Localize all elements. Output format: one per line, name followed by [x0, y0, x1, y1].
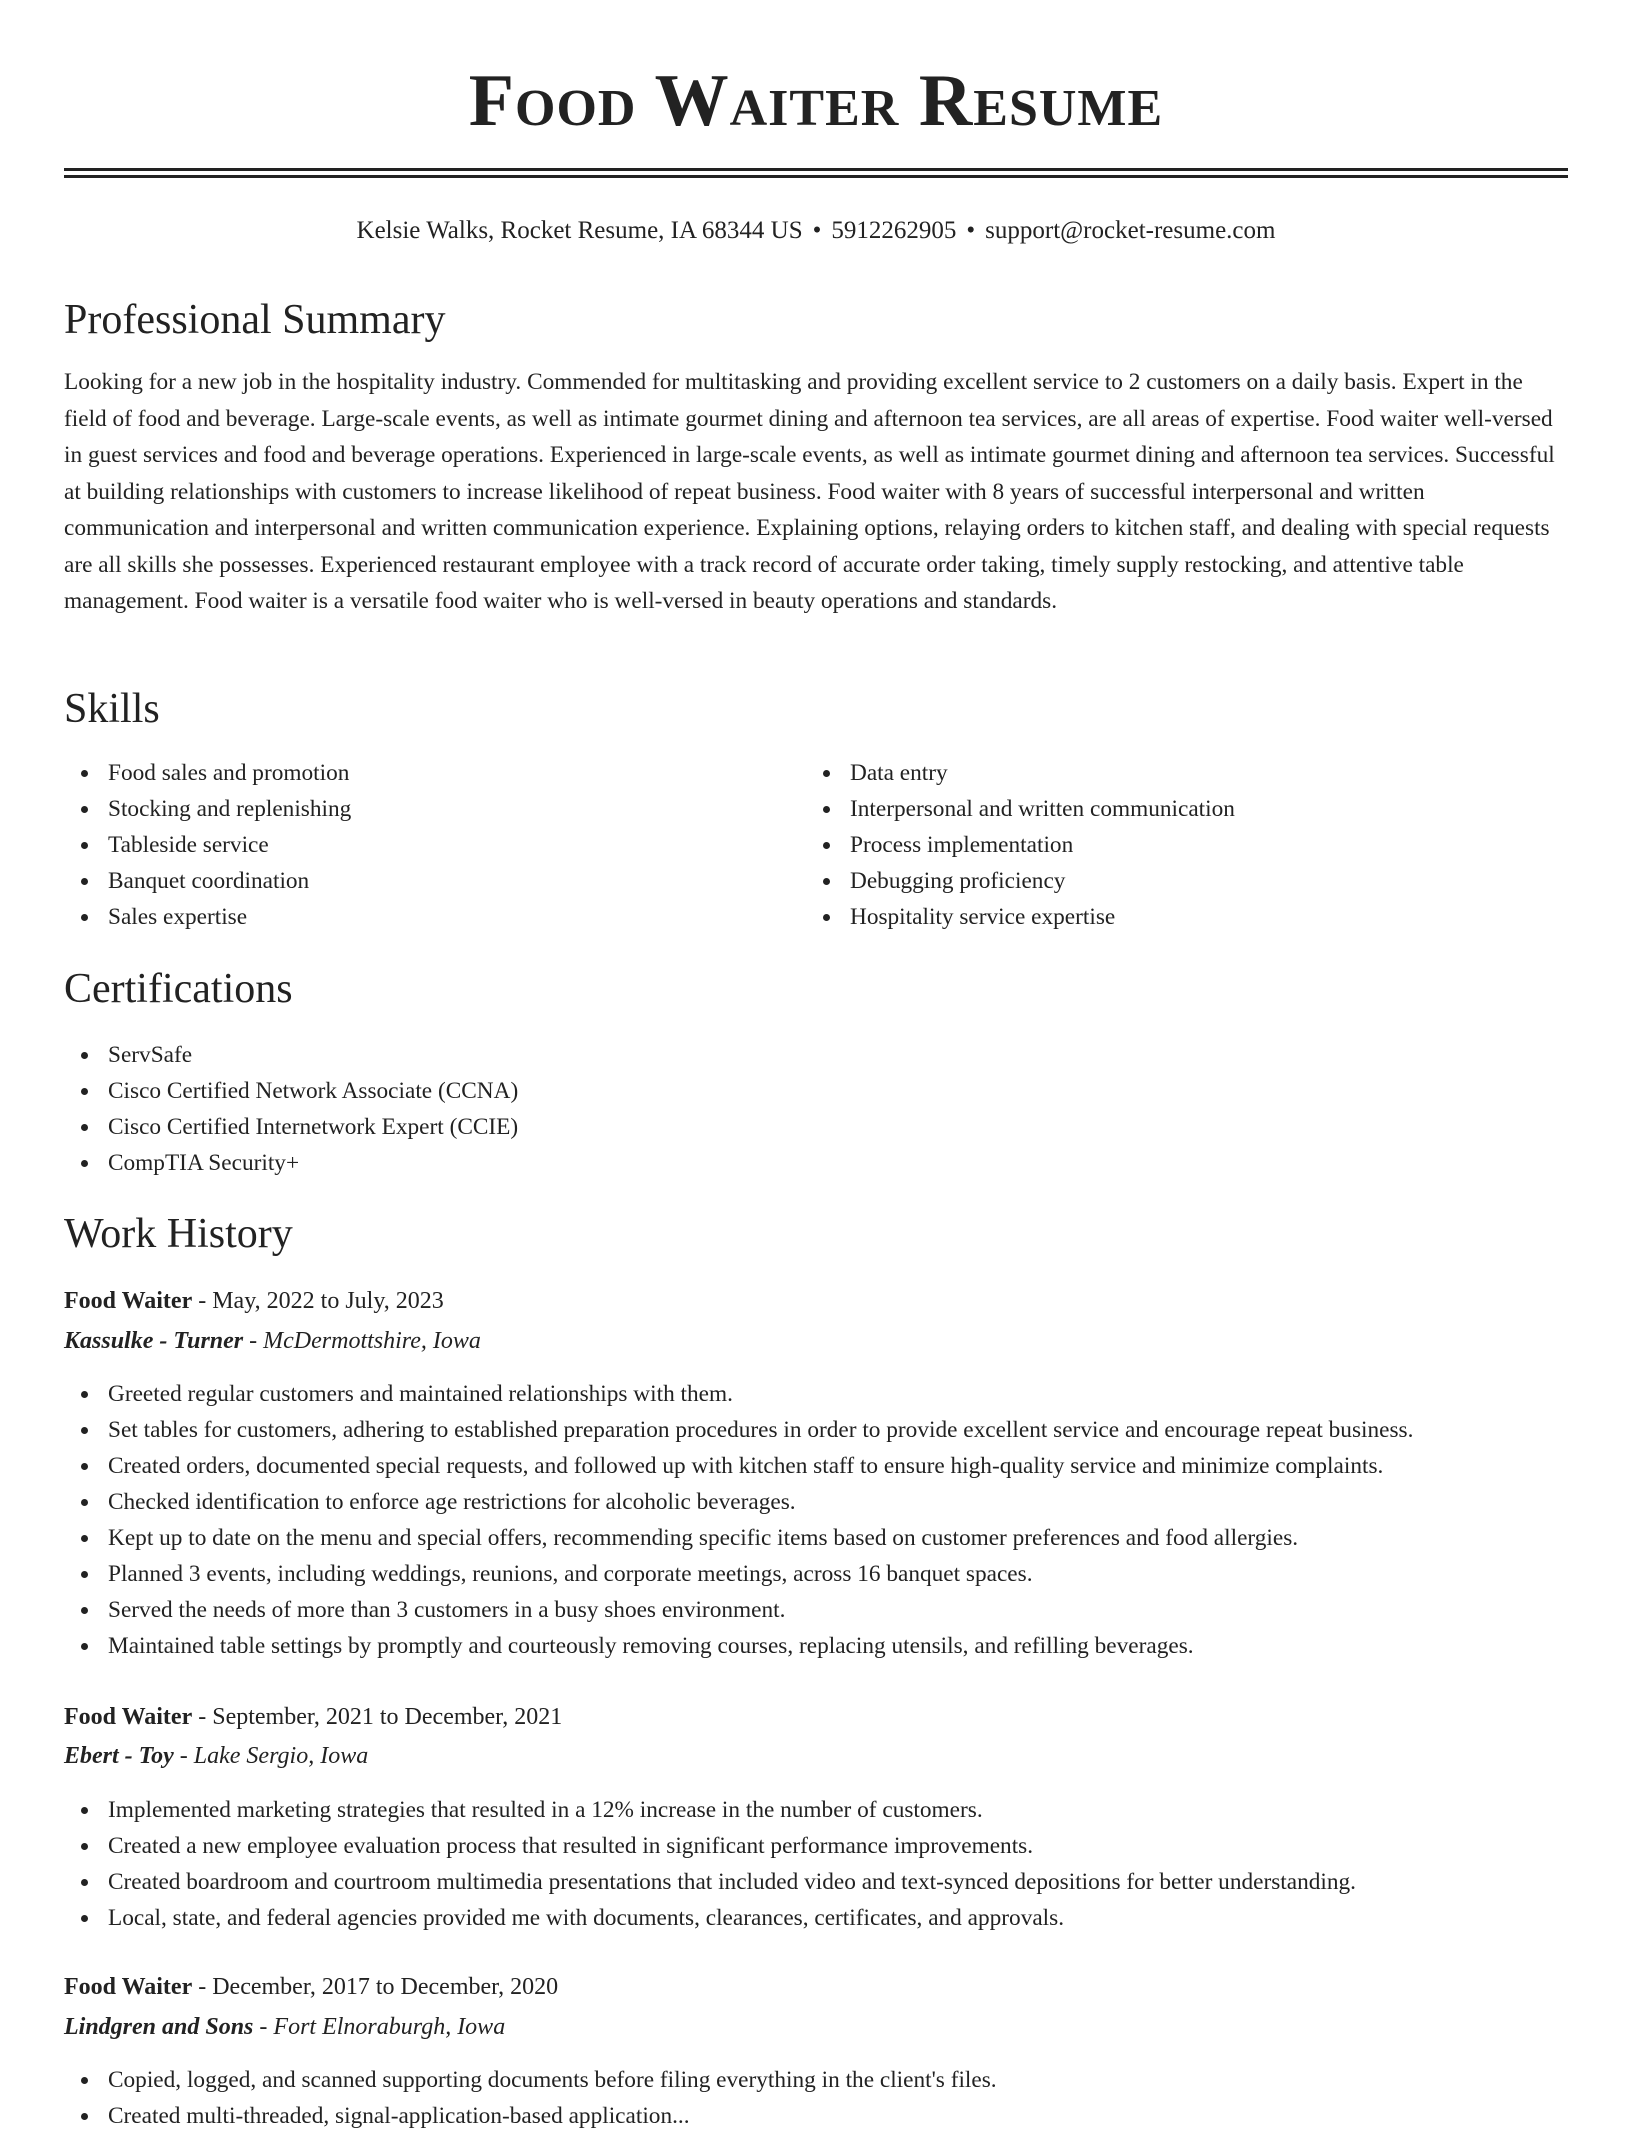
job-bullet: Created orders, documented special requests, and followed up with kitchen staff to ensure high-quality service and minimize complaints.	[64, 1448, 1568, 1484]
job-bullet: Created multi-threaded, signal-application-based application...	[64, 2098, 1568, 2134]
job-company: Lindgren and Sons	[64, 2014, 254, 2040]
skill-item: Stocking and replenishing	[64, 791, 804, 827]
skill-item: Sales expertise	[64, 899, 804, 935]
job-title: Food Waiter	[64, 1288, 193, 1314]
resume-page	[64, 0, 1568, 2129]
job-bullet: Served the needs of more than 3 customers in a busy shoes environment.	[64, 1592, 1568, 1628]
job-bullet: Set tables for customers, adhering to established preparation procedures in order to provide excellent service and encourage repeat business.	[64, 1412, 1568, 1448]
job-dates: December, 2017 to December, 2020	[212, 1974, 559, 2000]
job-bullets	[64, 2062, 1568, 2134]
certifications-list	[64, 1037, 804, 1181]
job-bullet: Created boardroom and courtroom multimedia presentations that included video and text-synced depositions for better understanding.	[64, 1864, 1568, 1900]
skill-item: Interpersonal and written communication	[806, 791, 1546, 827]
certifications-heading: Certifications	[64, 966, 293, 1012]
title-divider-top	[64, 168, 1568, 171]
skill-item: Banquet coordination	[64, 863, 804, 899]
job-company-line: Kassulke - Turner - McDermottshire, Iowa	[64, 1328, 481, 1354]
job-bullet: Local, state, and federal agencies provided me with documents, clearances, certificates, and approvals.	[64, 1900, 1568, 1936]
certification-item: CompTIA Security+	[64, 1145, 804, 1181]
job-title-line: Food Waiter - May, 2022 to July, 2023	[64, 1288, 444, 1314]
contact-address: Kelsie Walks, Rocket Resume, IA 68344 US	[356, 217, 803, 244]
skill-item: Debugging proficiency	[806, 863, 1546, 899]
summary-heading: Professional Summary	[64, 297, 446, 343]
job-bullet: Checked identification to enforce age restrictions for alcoholic beverages.	[64, 1484, 1568, 1520]
resume-title: Food Waiter Resume	[468, 60, 1164, 142]
skill-item: Hospitality service expertise	[806, 899, 1546, 935]
job-location: McDermottshire, Iowa	[263, 1328, 481, 1354]
certification-item: ServSafe	[64, 1037, 804, 1073]
job-company: Ebert - Toy	[64, 1743, 174, 1769]
job-dates: September, 2021 to December, 2021	[212, 1704, 563, 1730]
job-bullet: Planned 3 events, including weddings, reunions, and corporate meetings, across 16 banquet spaces.	[64, 1556, 1568, 1592]
job-title-line: Food Waiter - December, 2017 to December, 2020	[64, 1974, 559, 2000]
contact-line	[64, 214, 1568, 248]
skills-list-left	[64, 755, 804, 935]
contact-email: support@rocket-resume.com	[985, 217, 1276, 244]
skill-item: Data entry	[806, 755, 1546, 791]
skill-item: Process implementation	[806, 827, 1546, 863]
certification-item: Cisco Certified Network Associate (CCNA)	[64, 1073, 804, 1109]
job-location: Lake Sergio, Iowa	[193, 1743, 369, 1769]
job-company: Kassulke - Turner	[64, 1328, 244, 1354]
work-history-heading: Work History	[64, 1211, 293, 1257]
job-location: Fort Elnoraburgh, Iowa	[273, 2014, 506, 2040]
job-bullets	[64, 1792, 1568, 1936]
contact-phone: 5912262905	[831, 217, 957, 244]
job-title-line: Food Waiter - September, 2021 to December, 2021	[64, 1704, 563, 1730]
certification-item: Cisco Certified Internetwork Expert (CCIE)	[64, 1109, 804, 1145]
job-bullet: Kept up to date on the menu and special offers, recommending specific items based on customer preferences and food allergies.	[64, 1520, 1568, 1556]
job-bullet: Copied, logged, and scanned supporting documents before filing everything in the client's files.	[64, 2062, 1568, 2098]
job-title: Food Waiter	[64, 1974, 193, 2000]
skill-item: Food sales and promotion	[64, 755, 804, 791]
skills-heading: Skills	[64, 686, 160, 732]
skill-item: Tableside service	[64, 827, 804, 863]
contact-separator: •	[812, 217, 822, 244]
skills-list-right	[806, 755, 1546, 935]
job-title: Food Waiter	[64, 1704, 193, 1730]
summary-text: Looking for a new job in the hospitality industry. Commended for multitasking and providing excellent service to 2 customers on a daily basis. Expert in the field of food and beverage. Large-scale events, as well as intimate gourmet dining and afternoon tea services, are all areas of expertise. Food waiter well-versed in guest services and food and beverage operations. Experienced in large-scale events, as well as intimate gourmet dining and afternoon tea services. Successful at building relationships with customers to increase likelihood of repeat business. Food waiter with 8 years of successful interpersonal and written communication and interpersonal and written communication experience. Explaining options, relaying orders to kitchen staff, and dealing with special requests are all skills she possesses. Experienced restaurant employee with a track record of accurate order taking, timely supply restocking, and attentive table management. Food waiter is a versatile food waiter who is well-versed in beauty operations and standards.	[64, 369, 1555, 614]
contact-separator: •	[966, 217, 976, 244]
job-bullet: Implemented marketing strategies that resulted in a 12% increase in the number of customers.	[64, 1792, 1568, 1828]
job-bullets	[64, 1376, 1568, 1664]
title-divider-bottom	[64, 175, 1568, 178]
job-bullet: Created a new employee evaluation process that resulted in significant performance improvements.	[64, 1828, 1568, 1864]
job-company-line: Lindgren and Sons - Fort Elnoraburgh, Iowa	[64, 2014, 506, 2040]
job-bullet: Maintained table settings by promptly and courteously removing courses, replacing utensils, and refilling beverages.	[64, 1628, 1568, 1664]
job-bullet: Greeted regular customers and maintained relationships with them.	[64, 1376, 1568, 1412]
job-company-line: Ebert - Toy - Lake Sergio, Iowa	[64, 1743, 369, 1769]
job-dates: May, 2022 to July, 2023	[212, 1288, 444, 1314]
